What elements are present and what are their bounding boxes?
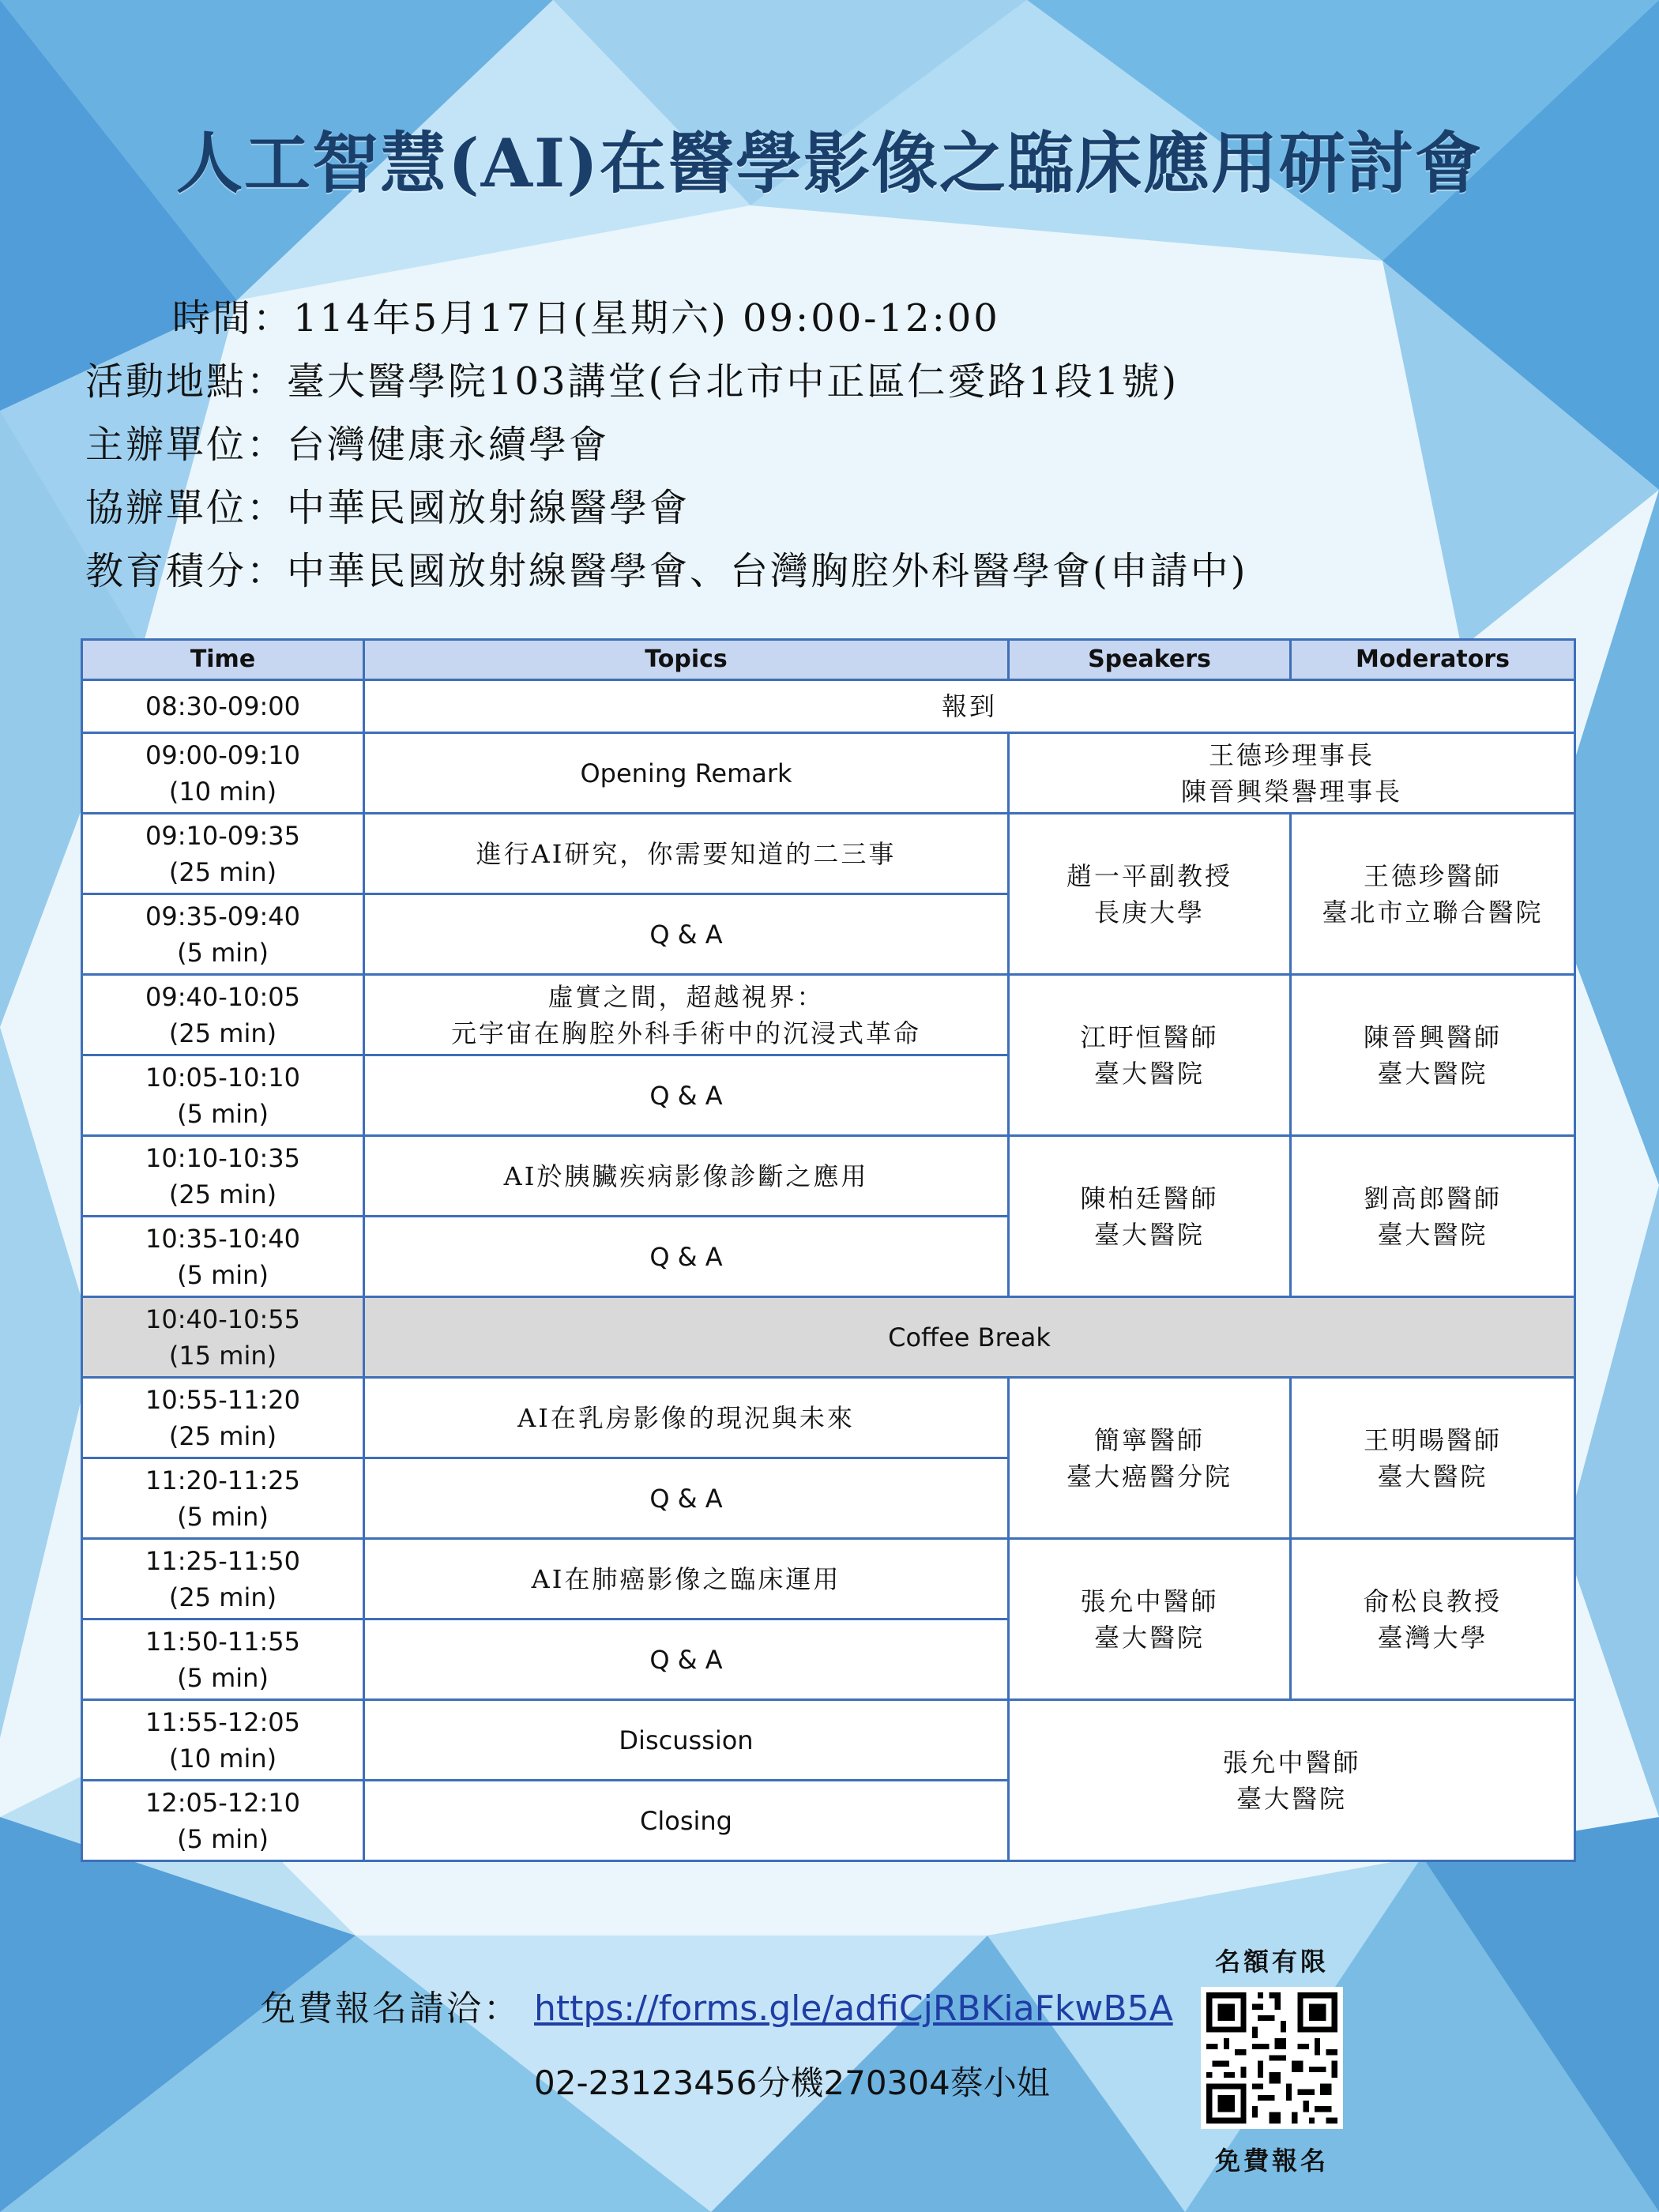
- moderator-cell: [1291, 1378, 1575, 1539]
- topic-cell: 報到: [364, 680, 1575, 733]
- time-duration: (5 min): [177, 1098, 269, 1129]
- time-cell: 08:30-09:00: [82, 680, 364, 733]
- time-duration: (5 min): [177, 937, 269, 968]
- topic-cell: Q & A: [364, 1055, 1009, 1136]
- topic-line: 虛實之間，超越視界：: [547, 981, 825, 1012]
- time-duration: (25 min): [168, 1420, 277, 1451]
- time-cell: [82, 975, 364, 1055]
- topic-cell: AI於胰臟疾病影像診斷之應用: [364, 1136, 1009, 1217]
- speaker-cell: [1009, 1378, 1291, 1539]
- table-row: [82, 680, 1575, 733]
- time-range: 11:20-11:25: [145, 1465, 300, 1495]
- header-time: Time: [82, 640, 364, 680]
- registration-line: [261, 1980, 1173, 2030]
- moderator-affiliation: 臺大醫院: [1377, 1058, 1488, 1089]
- time-range: 10:05-10:10: [145, 1062, 300, 1093]
- moderator-name: 俞松良教授: [1363, 1586, 1502, 1616]
- quota-label: 名額有限: [1214, 1947, 1329, 1977]
- table-header-row: [82, 640, 1575, 680]
- contact-phone: 02-23123456分機270304蔡小姐: [534, 2063, 1050, 2102]
- speaker-name: 江旴恒醫師: [1080, 1021, 1219, 1052]
- topic-cell: Q & A: [364, 1458, 1009, 1539]
- header-moderators: Moderators: [1291, 640, 1575, 680]
- time-range: 10:40-10:55: [145, 1304, 300, 1334]
- speaker-affiliation: 臺大醫院: [1093, 1622, 1205, 1653]
- moderator-cell: [1291, 975, 1575, 1136]
- speaker-affiliation: 長庚大學: [1093, 897, 1205, 927]
- time-duration: (5 min): [177, 1662, 269, 1693]
- event-credits: 教育積分：中華民國放射線醫學會、台灣胸腔外科醫學會(申請中): [85, 549, 1248, 593]
- speaker-name: 趙一平副教授: [1066, 860, 1232, 891]
- page-title: 人工智慧(AI)在醫學影像之臨床應用研討會: [176, 124, 1483, 202]
- event-host: 主辦單位：台灣健康永續學會: [85, 423, 610, 467]
- time-range: 11:50-11:55: [145, 1626, 300, 1657]
- speaker-name: 張允中醫師: [1080, 1586, 1219, 1616]
- speaker-affiliation: 臺大癌醫分院: [1066, 1461, 1232, 1492]
- time-cell: [82, 1055, 364, 1136]
- time-range: 11:25-11:50: [145, 1545, 300, 1576]
- topic-cell: Discussion: [364, 1700, 1009, 1781]
- speaker-cell: [1009, 1700, 1575, 1861]
- speaker-affiliation: 臺大醫院: [1093, 1058, 1205, 1089]
- speaker-name: 簡寧醫師: [1093, 1424, 1205, 1455]
- speaker-affiliation: 臺大醫院: [1236, 1783, 1347, 1814]
- table-row: [82, 1700, 1575, 1781]
- table-row-break: [82, 1297, 1575, 1378]
- time-cell: [82, 1700, 364, 1781]
- moderator-affiliation: 臺大醫院: [1377, 1461, 1488, 1492]
- time-duration: (25 min): [168, 1018, 277, 1048]
- time-range: 10:10-10:35: [145, 1142, 300, 1173]
- speaker-cell: [1009, 1136, 1291, 1297]
- speaker-cell: [1009, 975, 1291, 1136]
- time-cell: [82, 1378, 364, 1458]
- time-duration: (25 min): [168, 856, 277, 887]
- topic-cell: Q & A: [364, 894, 1009, 975]
- table-row: [82, 1136, 1575, 1217]
- time-cell: [82, 1297, 364, 1378]
- moderator-affiliation: 臺北市立聯合醫院: [1322, 897, 1544, 927]
- qr-code-icon[interactable]: [1201, 1987, 1343, 2129]
- time-duration: (25 min): [168, 1179, 277, 1209]
- topic-cell: Opening Remark: [364, 733, 1009, 814]
- qr-caption: 免費報名: [1214, 2146, 1329, 2176]
- time-cell: [82, 733, 364, 814]
- topic-cell: AI在肺癌影像之臨床運用: [364, 1539, 1009, 1620]
- event-time: 時間：114年5月17日(星期六) 09:00-12:00: [172, 296, 1000, 340]
- table-row: [82, 1539, 1575, 1620]
- time-duration: (5 min): [177, 1501, 269, 1532]
- time-cell: [82, 1620, 364, 1700]
- registration-link[interactable]: https://forms.gle/adfiCjRBKiaFkwB5A: [534, 1988, 1173, 2029]
- topic-cell: Closing: [364, 1781, 1009, 1861]
- time-range: 10:35-10:40: [145, 1223, 300, 1254]
- moderator-cell: [1291, 1136, 1575, 1297]
- time-range: 10:55-11:20: [145, 1384, 300, 1415]
- moderator-affiliation: 臺灣大學: [1377, 1622, 1488, 1653]
- moderator-cell: [1291, 814, 1575, 975]
- topic-cell: Q & A: [364, 1217, 1009, 1297]
- speaker-name: 陳晉興榮譽理事長: [1180, 776, 1402, 807]
- time-range: 09:00-09:10: [145, 739, 300, 770]
- schedule-table: [81, 638, 1576, 1862]
- time-duration: (25 min): [168, 1582, 277, 1612]
- header-speakers: Speakers: [1009, 640, 1291, 680]
- time-duration: (5 min): [177, 1259, 269, 1290]
- moderator-name: 王德珍醫師: [1363, 860, 1502, 891]
- speaker-name: 陳柏廷醫師: [1080, 1183, 1219, 1213]
- time-cell: [82, 1781, 364, 1861]
- table-row: [82, 733, 1575, 814]
- time-duration: (10 min): [168, 1743, 277, 1774]
- time-duration: (15 min): [168, 1340, 277, 1371]
- speaker-name: 王德珍理事長: [1208, 739, 1375, 770]
- registration-label: 免費報名請洽：: [261, 1988, 521, 2029]
- time-cell: [82, 1458, 364, 1539]
- time-range: 09:10-09:35: [145, 820, 300, 851]
- speaker-cell: [1009, 814, 1291, 975]
- time-duration: (5 min): [177, 1823, 269, 1854]
- speaker-name: 張允中醫師: [1222, 1747, 1361, 1778]
- speaker-cell: [1009, 1539, 1291, 1700]
- topic-cell: 進行AI研究，你需要知道的二三事: [364, 814, 1009, 894]
- table-row: [82, 814, 1575, 894]
- time-range: 09:40-10:05: [145, 981, 300, 1012]
- moderator-name: 陳晉興醫師: [1363, 1021, 1502, 1052]
- time-range: 09:35-09:40: [145, 901, 300, 931]
- event-co-host: 協辦單位：中華民國放射線醫學會: [85, 486, 690, 530]
- time-range: 11:55-12:05: [145, 1706, 300, 1737]
- time-cell: [82, 1136, 364, 1217]
- moderator-affiliation: 臺大醫院: [1377, 1219, 1488, 1250]
- time-cell: [82, 1539, 364, 1620]
- event-venue: 活動地點：臺大醫學院103講堂(台北市中正區仁愛路1段1號): [85, 359, 1179, 404]
- speaker-affiliation: 臺大醫院: [1093, 1219, 1205, 1250]
- topic-cell: AI在乳房影像的現況與未來: [364, 1378, 1009, 1458]
- speaker-cell: [1009, 733, 1575, 814]
- moderator-name: 劉高郎醫師: [1363, 1183, 1502, 1213]
- moderator-cell: [1291, 1539, 1575, 1700]
- header-topics: Topics: [364, 640, 1009, 680]
- time-cell: [82, 814, 364, 894]
- table-row: [82, 975, 1575, 1055]
- moderator-name: 王明暘醫師: [1363, 1424, 1502, 1455]
- topic-cell: Q & A: [364, 1620, 1009, 1700]
- table-row: [82, 1378, 1575, 1458]
- time-duration: (10 min): [168, 776, 277, 807]
- topic-cell: [364, 975, 1009, 1055]
- topic-line: 元宇宙在胸腔外科手術中的沉浸式革命: [450, 1018, 921, 1048]
- coffee-break-cell: Coffee Break: [364, 1297, 1575, 1378]
- time-cell: [82, 1217, 364, 1297]
- time-range: 12:05-12:10: [145, 1787, 300, 1818]
- time-cell: [82, 894, 364, 975]
